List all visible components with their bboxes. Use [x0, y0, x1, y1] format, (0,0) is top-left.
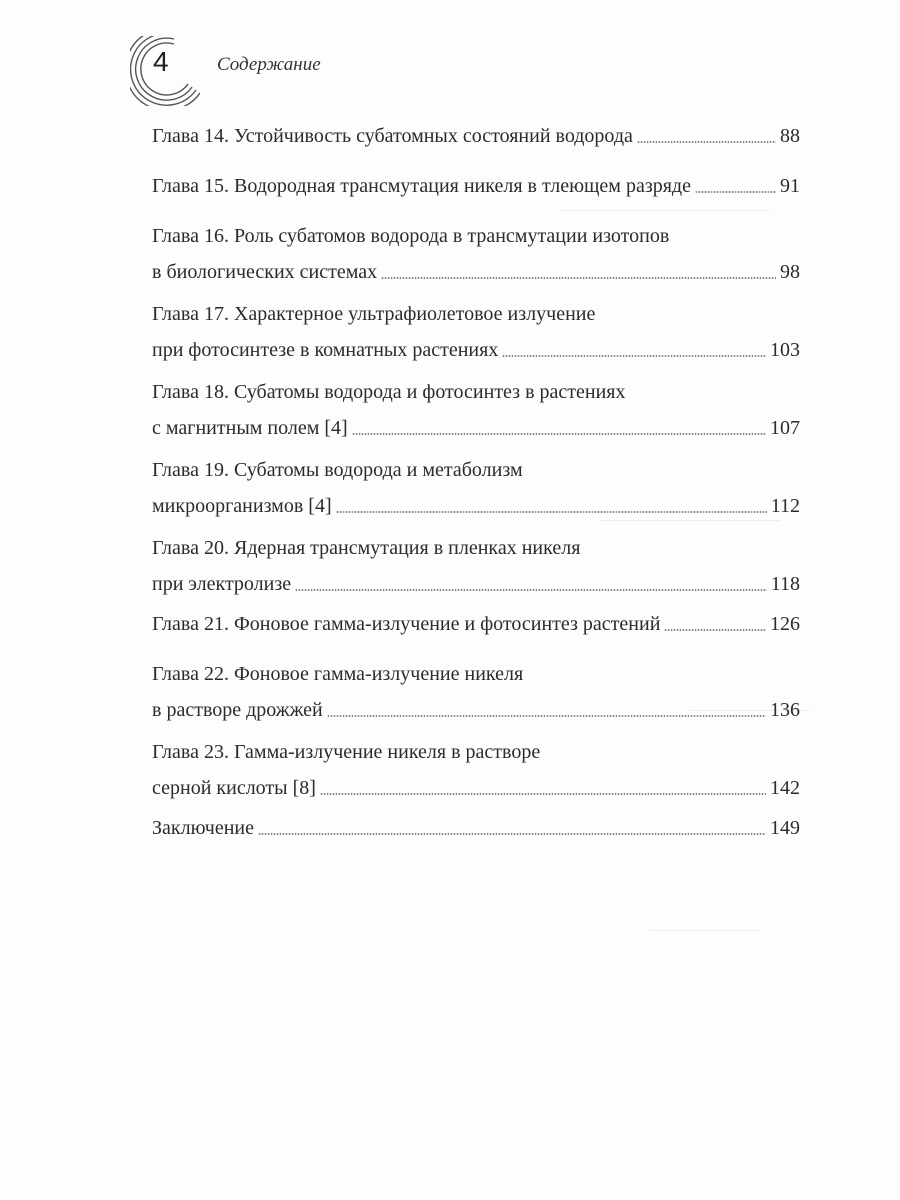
toc-entry-title-continued: с магнитным полем [4] — [152, 417, 348, 439]
toc-entry-title: Глава 17. Характерное ультрафиолетовое излучение — [152, 303, 596, 325]
toc-entry-title: Глава 23. Гамма-излучение никеля в растворе — [152, 741, 541, 763]
toc-entry-title: Глава 19. Субатомы водорода и метаболизм — [152, 459, 523, 481]
toc-entry — [152, 662, 800, 722]
toc-entry — [152, 224, 800, 284]
page-number: 4 — [153, 46, 169, 77]
toc-entry-title-continued: в растворе дрожжей — [152, 699, 323, 721]
toc-page-number: 107 — [770, 417, 800, 439]
show-through-mark — [560, 210, 770, 211]
toc-page-number: 88 — [780, 125, 800, 147]
toc-entry — [152, 612, 800, 636]
toc-entry-title-continued: в биологических системах — [152, 261, 378, 283]
show-through-mark — [600, 520, 780, 521]
section-title: Содержание — [217, 54, 321, 75]
dot-leader — [320, 792, 766, 796]
toc-entry-title: Глава 16. Роль субатомов водорода в трансмутации изотопов — [152, 225, 670, 247]
toc-entry — [152, 816, 800, 840]
toc-page-number: 98 — [780, 261, 800, 283]
dot-leader — [695, 190, 776, 194]
dot-leader — [381, 276, 776, 280]
dot-leader — [258, 832, 766, 836]
toc-page-number: 91 — [780, 175, 800, 197]
toc-page-number: 149 — [770, 817, 800, 839]
toc-entry-title: Глава 15. Водородная трансмутация никеля в тлеющем разряде — [152, 175, 691, 197]
toc-page-number: 103 — [770, 339, 800, 361]
toc-entry-title-continued: микроорганизмов [4] — [152, 495, 332, 517]
dot-leader — [327, 714, 766, 718]
dot-leader — [502, 354, 766, 358]
toc-page-number: 112 — [770, 495, 800, 517]
dot-leader — [664, 628, 766, 632]
toc-entry — [152, 458, 800, 518]
dot-leader — [295, 588, 767, 592]
toc-entry-title: Глава 21. Фоновое гамма-излучение и фотосинтез растений — [152, 613, 661, 635]
toc-entry-title: Глава 14. Устойчивость субатомных состояний водорода — [152, 125, 633, 147]
toc-entry — [152, 740, 800, 800]
dot-leader — [352, 432, 766, 436]
page-header — [130, 36, 530, 106]
toc-entry-title-continued: при фотосинтезе в комнатных растениях — [152, 339, 499, 361]
toc-entry-title: Заключение — [152, 817, 254, 839]
toc-entry — [152, 124, 800, 148]
dot-leader — [336, 510, 767, 514]
toc-page-number: 136 — [770, 699, 800, 721]
show-through-mark — [650, 930, 760, 931]
toc-entry-title: Глава 18. Субатомы водорода и фотосинтез в растениях — [152, 381, 626, 403]
toc-page-number: 118 — [770, 573, 800, 595]
toc-entry-title-continued: при электролизе — [152, 573, 292, 595]
toc-entry — [152, 174, 800, 198]
toc-entry — [152, 536, 800, 596]
toc-entry — [152, 302, 800, 362]
toc-entry — [152, 380, 800, 440]
toc-entry-title: Глава 22. Фоновое гамма-излучение никеля — [152, 663, 524, 685]
toc-page-number: 142 — [770, 777, 800, 799]
toc-page-number: 126 — [770, 613, 800, 635]
toc-entry-title-continued: серной кислоты [8] — [152, 777, 316, 799]
dot-leader — [637, 140, 776, 144]
toc-entry-title: Глава 20. Ядерная трансмутация в пленках никеля — [152, 537, 581, 559]
